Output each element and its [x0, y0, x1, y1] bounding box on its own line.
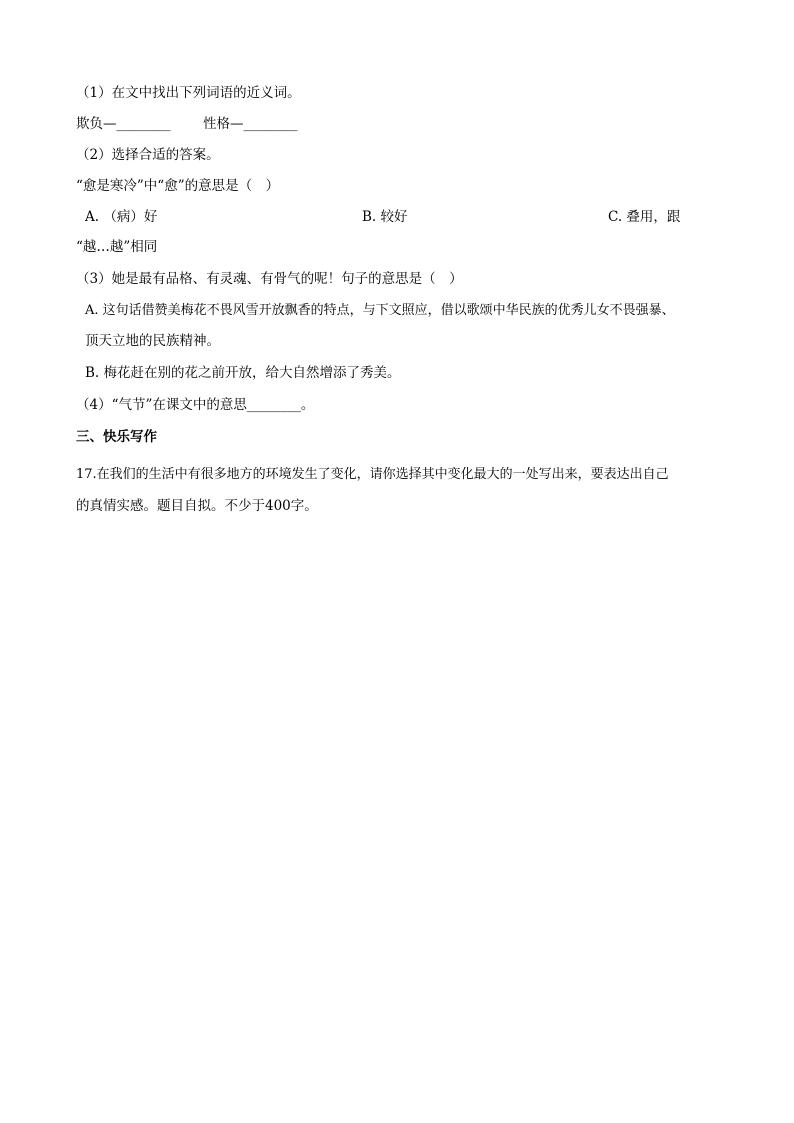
q2-prompt: （2）选择合适的答案。 [76, 147, 220, 163]
q1-item-a: 欺负—________ [76, 116, 171, 132]
q2-option-a: A. （病）好 [85, 209, 158, 225]
q1-item-b: 性格—________ [203, 116, 298, 132]
q2-option-c: C. 叠用，跟 [608, 209, 681, 225]
q3-option-a-line2: 顶天立地的民族精神。 [85, 333, 220, 349]
q3-option-a-line1: A. 这句话借赞美梅花不畏风雪开放飘香的特点，与下文照应，借以歌颂中华民族的优秀儿女不畏强暴、 [85, 303, 675, 318]
q1-prompt: （1）在文中找出下列词语的近义词。 [76, 85, 301, 101]
q3-option-b: B. 梅花赶在别的花之前开放，给大自然增添了秀美。 [85, 365, 401, 381]
q2-stem: “愈是寒冷”中“愈”的意思是（ ） [76, 178, 280, 194]
q2-option-c-continued: “越…越”相同 [76, 239, 158, 255]
q4-prompt: （4）“气节”在课文中的意思________。 [76, 397, 315, 413]
q17-line2: 的真情实感。题目自拟。不少于400字。 [76, 498, 318, 514]
q3-prompt: （3）她是最有品格、有灵魂、有骨气的呢！句子的意思是（ ） [76, 271, 463, 287]
q17-line1: 17.在我们的生活中有很多地方的环境发生了变化，请你选择其中变化最大的一处写出来，要表达出自己 [76, 467, 669, 482]
section-heading: 三、快乐写作 [76, 429, 157, 445]
q2-option-b: B. 较好 [362, 209, 408, 225]
